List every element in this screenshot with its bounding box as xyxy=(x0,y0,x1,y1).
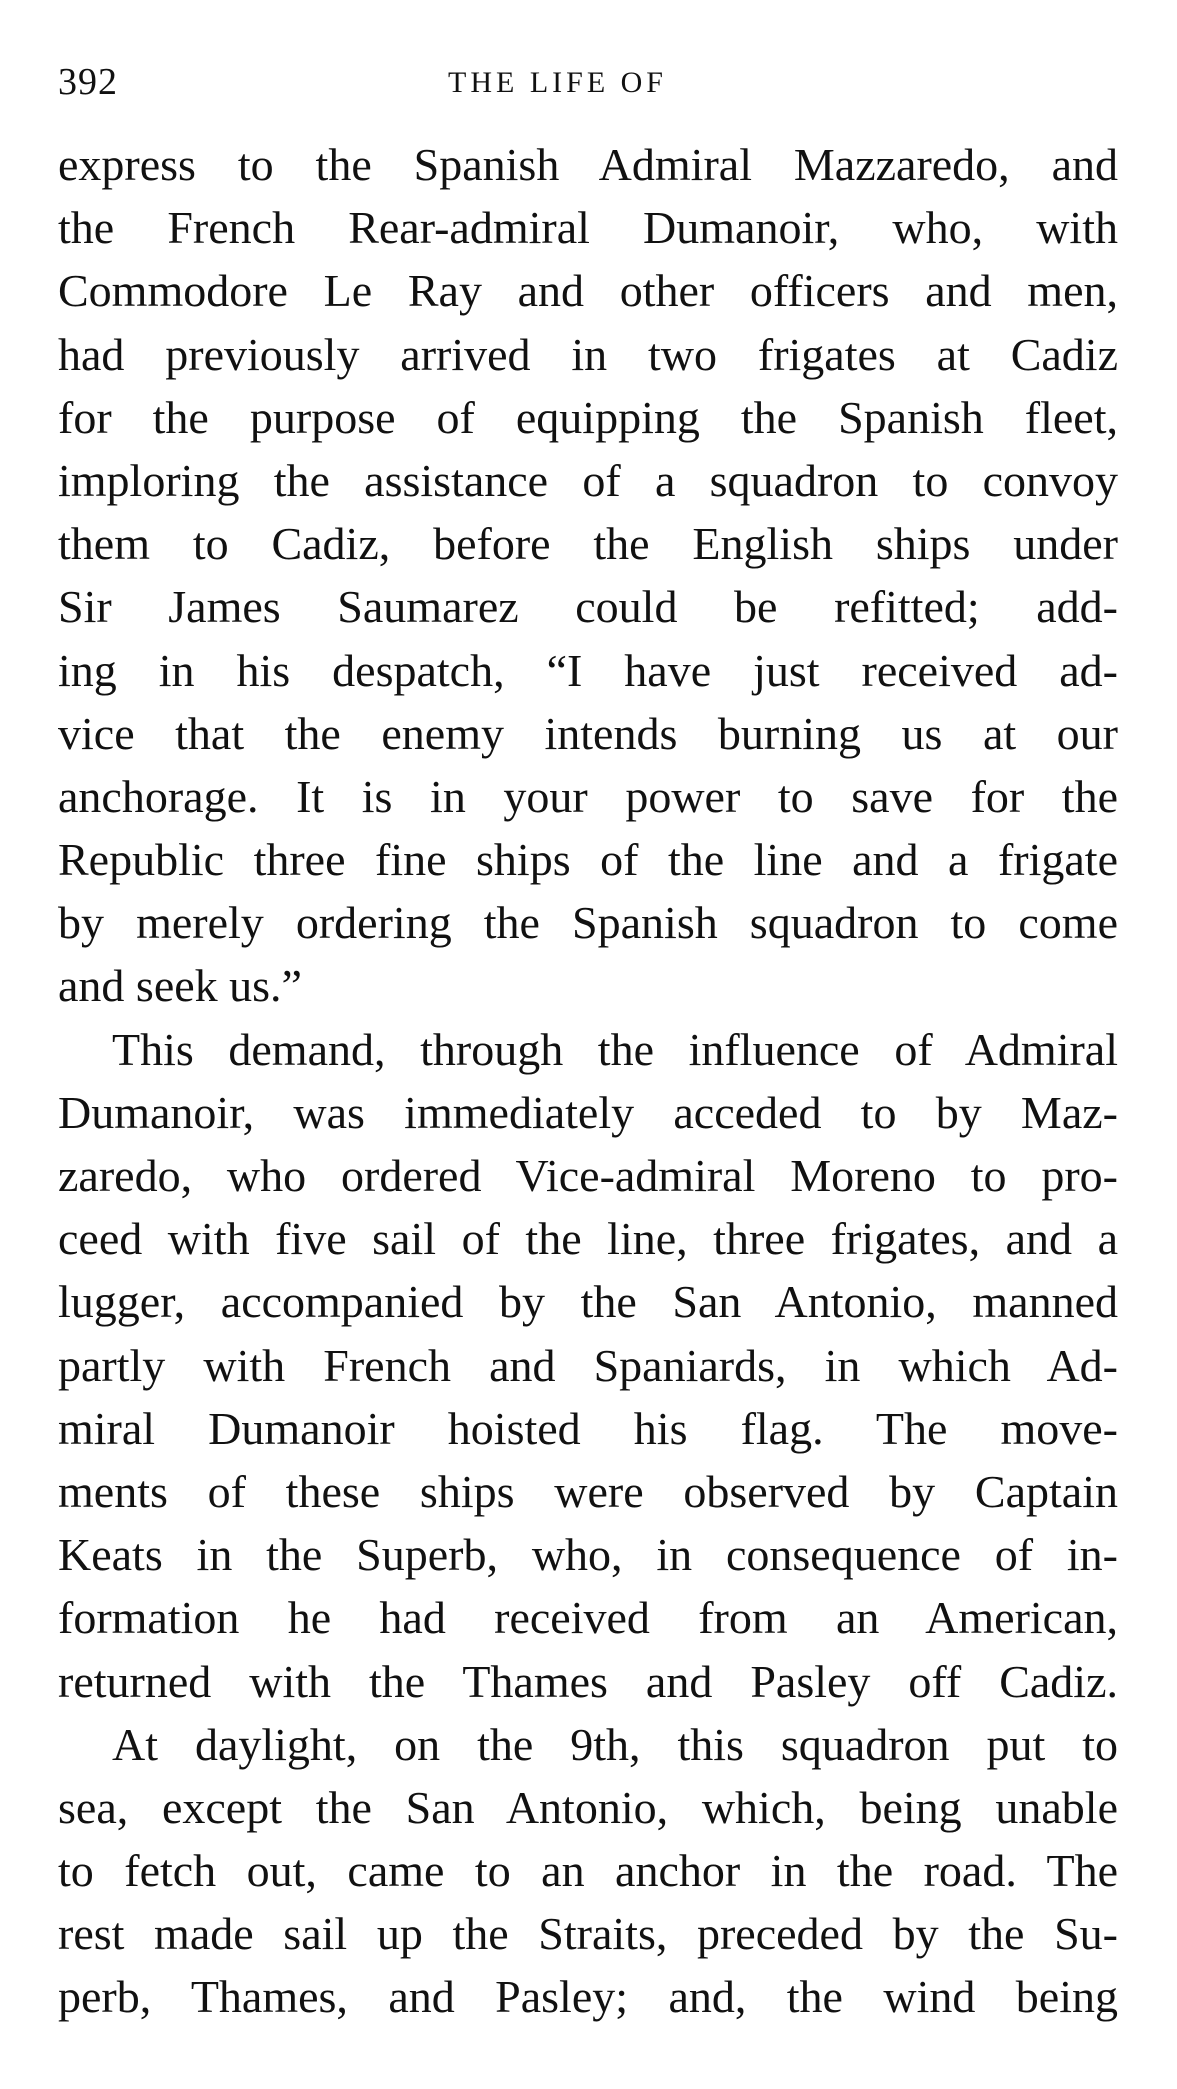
running-title: THE LIFE OF xyxy=(448,66,667,99)
text-line: for the purpose of equipping the Spanish fleet, xyxy=(58,391,1118,443)
text-line: to fetch out, came to an anchor in the road. The xyxy=(58,1845,1118,1897)
text-line: ing in his despatch, “I have just received ad- xyxy=(58,644,1118,696)
text-line: Commodore Le Ray and other officers and men, xyxy=(58,265,1118,317)
text-line: express to the Spanish Admiral Mazzaredo, and xyxy=(58,139,1118,190)
page-number: 392 xyxy=(58,61,118,103)
text-line: by merely ordering the Spanish squadron to come xyxy=(58,897,1118,949)
text-line: Keats in the Superb, who, in consequence of in- xyxy=(58,1529,1118,1581)
text-line: them to Cadiz, before the English ships under xyxy=(58,518,1118,570)
text-line: and seek us.” xyxy=(58,960,302,1012)
text-line: miral Dumanoir hoisted his flag. The move- xyxy=(58,1402,1118,1454)
text-line: partly with French and Spaniards, in which Ad- xyxy=(58,1339,1118,1391)
text-line: vice that the enemy intends burning us at our xyxy=(58,707,1118,759)
text-line: This demand, through the influence of Admiral xyxy=(112,1023,1118,1075)
text-line: imploring the assistance of a squadron to convoy xyxy=(58,454,1118,506)
text-line: ments of these ships were observed by Captain xyxy=(58,1465,1118,1517)
text-line: had previously arrived in two frigates at Cadiz xyxy=(58,328,1118,380)
running-head xyxy=(58,62,1118,102)
text-line: zaredo, who ordered Vice-admiral Moreno to pro- xyxy=(58,1150,1118,1201)
text-line: returned with the Thames and Pasley off Cadiz. xyxy=(58,1655,1118,1707)
text-line: formation he had received from an American, xyxy=(58,1592,1118,1644)
text-line: the French Rear-admiral Dumanoir, who, with xyxy=(58,202,1118,254)
text-line: lugger, accompanied by the San Antonio, manned xyxy=(58,1276,1118,1328)
text-line: Sir James Saumarez could be refitted; add- xyxy=(58,581,1118,633)
text-line: rest made sail up the Straits, preceded by the Su- xyxy=(58,1908,1118,1960)
text-line: anchorage. It is in your power to save for the xyxy=(58,770,1118,822)
text-line: ceed with five sail of the line, three frigates, and a xyxy=(58,1213,1118,1265)
text-line: Dumanoir, was immediately acceded to by Maz- xyxy=(58,1086,1118,1138)
text-line: sea, except the San Antonio, which, being unable xyxy=(58,1781,1118,1833)
text-line: At daylight, on the 9th, this squadron put to xyxy=(112,1718,1118,1770)
text-line: perb, Thames, and Pasley; and, the wind being xyxy=(58,1971,1118,2023)
text-line: Republic three fine ships of the line and a frigate xyxy=(58,834,1118,886)
body-text xyxy=(58,133,1118,2029)
